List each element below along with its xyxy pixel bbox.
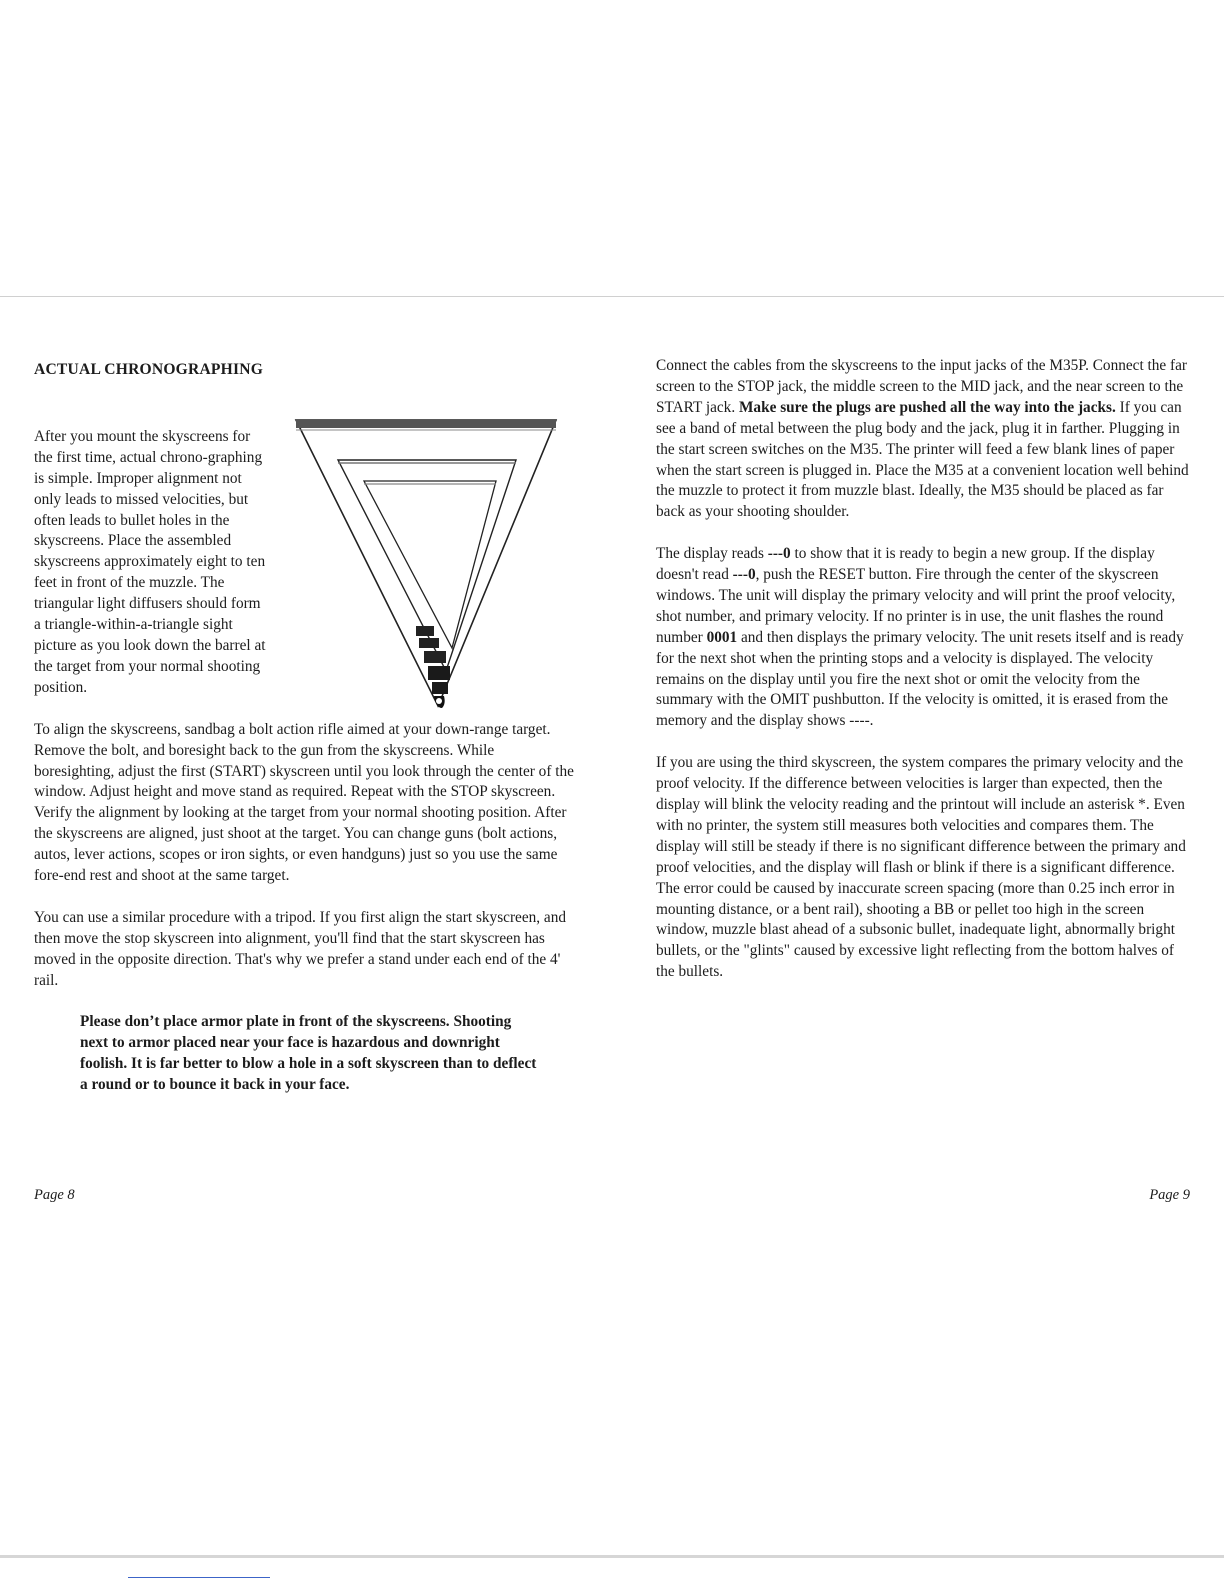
- page-number-right: Page 9: [1149, 1187, 1190, 1203]
- display-text-a: The display reads: [656, 545, 768, 563]
- armor-warning: Please don’t place armor plate in front of the skyscreens. Shooting next to armor placed near your face is hazardous and downright foolish. It is far better to blow a hole in a soft skyscreen than to deflect a round or to bounce it back in your face.: [80, 1013, 537, 1094]
- display-text-d: and then displays the primary velocity. The unit resets itself and is ready for the next shot when the printing stops and a velocity is displayed. The velocity remains on the display until you fire the next shot or omit the velocity from the summary with the OMIT pushbutton. If the velocity is omitted, it is erased from the memory and the display shows ----.: [656, 628, 1184, 730]
- tripod-paragraph: You can use a similar procedure with a tripod. If you first align the start skyscreen, and then move the stop skyscreen into alignment, you'll find that the start skyscreen has moved in the opposite direction. That's why we prefer a stand under each end of the 4' rail.: [34, 908, 566, 989]
- cable-text-b: If you can see a band of metal between the plug body and the jack, plug it in farther. Plugging in the start screen switches on the M35. The printer will feed a few blank lines of paper when the start screen is plugged in. Place the M35 at a convenient location well behind the muzzle to protect it from muzzle blast. Ideally, the M35 should be placed as far back as your shooting shoulder.: [656, 398, 1189, 521]
- display-code-ready: ---0: [767, 545, 791, 563]
- intro-paragraph: After you mount the skyscreens for the first time, actual chrono-graphing is simple. Improper alignment not only leads to missed velocities, but often leads to bullet holes in the skyscreens. Place the assembled skyscreens approximately eight to ten feet in front of the muzzle. The triangular light diffusers should form a triangle-within-a-triangle sight picture as you look down the barrel at the target from your normal shooting position.: [34, 427, 266, 696]
- display-code-reset: ---0: [732, 566, 756, 584]
- display-code-round: 0001: [706, 628, 738, 646]
- top-rule: [0, 296, 1224, 297]
- left-page: [34, 356, 574, 1096]
- section-heading: ACTUAL CHRONOGRAPHING: [34, 361, 264, 378]
- accent-underline: [128, 1577, 270, 1578]
- plugs-emphasis: Make sure the plugs are pushed all the way into the jacks.: [738, 398, 1116, 416]
- cable-paragraph: [656, 356, 1196, 523]
- bottom-rule: [0, 1555, 1224, 1558]
- skyscreen-alignment-diagram: [294, 416, 560, 716]
- right-page: [656, 356, 1196, 1004]
- third-screen-paragraph: If you are using the third skyscreen, the system compares the primary velocity and the proof velocity. If the difference between velocities is larger than expected, then the display will blink the velocity reading and the printout will include an asterisk *. Even with no printer, the system still measures both velocities and compares them. The display will still be steady if there is no significant difference between the primary and proof velocities, and the display will flash or blink if there is a significant difference. The error could be caused by inaccurate screen spacing (more than 0.25 inch error in mounting distance, or a bent rail), shooting a BB or pellet too high in the screen window, muzzle blast ahead of a subsonic bullet, inadequate light, abnormally bright bullets, or the "glints" caused by excessive light reflecting from the bottom halves of the bullets.: [656, 754, 1186, 981]
- align-paragraph: To align the skyscreens, sandbag a bolt action rifle aimed at your down-range target. Remove the bolt, and boresight back to the gun from the skyscreens. While boresighting, adjust the first (START) skyscreen until you look through the center of the window. Adjust height and move stand as required. Repeat with the STOP skyscreen. Verify the alignment by looking at the target from your normal shooting position. After the skyscreens are aligned, just shoot at the target. You can change guns (bolt actions, autos, lever actions, scopes or iron sights, or even handguns) just so you use the same fore-end rest and shoot at the same target.: [34, 720, 574, 885]
- display-text-c: , push the RESET button. Fire through the center of the skyscreen windows. The unit will display the primary velocity and will print the proof velocity, shot number, and primary velocity. If no printer is in use, the unit flashes the round number: [656, 566, 1176, 646]
- cable-text-a: Connect the cables from the skyscreens to the input jacks of the M35P. Connect the far screen to the STOP jack, the middle screen to the MID jack, and the near screen to the START jack.: [656, 357, 1188, 416]
- page-number-left: Page 8: [34, 1187, 75, 1203]
- display-paragraph: [656, 544, 1196, 732]
- display-text-b: to show that it is ready to begin a new group. If the display doesn't read: [656, 545, 1155, 584]
